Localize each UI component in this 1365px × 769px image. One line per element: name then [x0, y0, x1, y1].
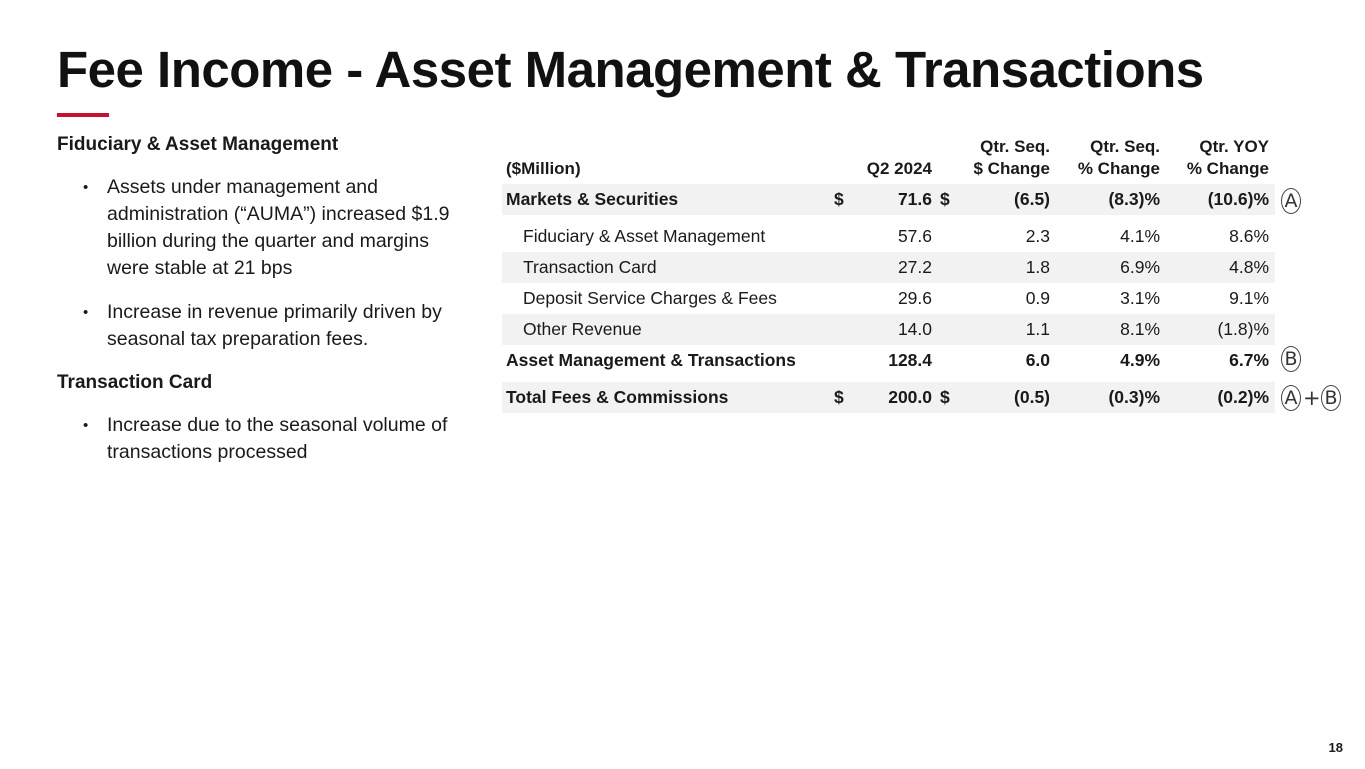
currency-symbol: [832, 221, 854, 252]
column-header-q2: Q2 2024: [866, 159, 933, 178]
cell-q2: 27.2: [854, 252, 938, 283]
commentary-column: [57, 132, 467, 483]
cell-seq-pct: 4.9%: [1120, 350, 1161, 370]
row-label: Markets & Securities: [502, 184, 832, 215]
bullet-text: Increase due to the seasonal volume of transactions processed: [107, 414, 448, 463]
bullet-icon: •: [83, 417, 89, 434]
cell-seq-change: 1.8: [960, 252, 1056, 283]
cell-seq-pct: 8.1%: [1056, 314, 1166, 345]
header-line: Qtr. Seq.: [980, 137, 1051, 156]
table-row: [502, 252, 1275, 283]
cell-seq-pct: (0.3)%: [1056, 382, 1166, 413]
row-label: Deposit Service Charges & Fees: [523, 288, 777, 308]
currency-symbol: [938, 283, 960, 314]
currency-symbol: [938, 314, 960, 345]
table-row: [502, 314, 1275, 345]
currency-symbol: [832, 252, 854, 283]
fiduciary-bullet-list: [57, 174, 467, 353]
cell-seq-change: 1.1: [960, 314, 1056, 345]
currency-symbol: [832, 345, 854, 376]
cell-q2: 57.6: [897, 226, 933, 246]
header-line: % Change: [1077, 159, 1161, 178]
marker-b-circle: B: [1321, 385, 1341, 411]
column-header-label: ($Million): [506, 159, 581, 178]
table-row: [502, 283, 1275, 314]
cell-q2: 14.0: [854, 314, 938, 345]
column-header-seq-dollar: [938, 136, 1056, 184]
cell-seq-change: (0.5): [960, 382, 1056, 413]
currency-symbol: [832, 314, 854, 345]
table-row: [502, 382, 1275, 413]
title-accent-bar: [57, 113, 109, 117]
bullet-text: Assets under management and administration (“AUMA”) increased $1.9 billion during the quarter and margins were stable at 21 bps: [107, 176, 450, 279]
cell-q2: 71.6: [854, 184, 938, 215]
fee-income-table-container: [502, 136, 1275, 413]
row-label: Total Fees & Commissions: [502, 382, 832, 413]
cell-seq-pct: (8.3)%: [1056, 184, 1166, 215]
cell-yoy-pct: (10.6)%: [1166, 184, 1275, 215]
table-header-row: [502, 136, 1275, 184]
currency-symbol: [938, 252, 960, 283]
currency-symbol: [938, 345, 960, 376]
cell-yoy-pct: 9.1%: [1229, 288, 1270, 308]
list-item: [57, 174, 467, 282]
header-line: $ Change: [973, 159, 1051, 178]
page-title: Fee Income - Asset Management & Transactions: [57, 41, 1204, 98]
cell-q2: 128.4: [888, 350, 933, 370]
column-header-yoy: [1166, 136, 1275, 184]
table-row: [502, 221, 1275, 252]
row-label: Asset Management & Transactions: [506, 350, 796, 370]
cell-seq-change: 0.9: [1025, 288, 1051, 308]
cell-q2: 200.0: [854, 382, 938, 413]
marker-a-circle: A: [1281, 188, 1301, 214]
cell-seq-pct: 4.1%: [1120, 226, 1161, 246]
marker-b-circle: B: [1281, 346, 1301, 372]
currency-symbol: [832, 283, 854, 314]
cell-yoy-pct: 8.6%: [1229, 226, 1270, 246]
header-line: Qtr. YOY: [1199, 137, 1270, 156]
cell-seq-change: 6.0: [1025, 350, 1051, 370]
currency-symbol: $: [832, 184, 854, 215]
currency-symbol: [938, 221, 960, 252]
cell-seq-pct: 6.9%: [1056, 252, 1166, 283]
cell-q2: 29.6: [897, 288, 933, 308]
header-line: Qtr. Seq.: [1090, 137, 1161, 156]
table-row: [502, 184, 1275, 215]
page-number: 18: [1328, 740, 1343, 755]
row-label: Fiduciary & Asset Management: [523, 226, 766, 246]
row-label: Transaction Card: [502, 252, 832, 283]
list-item: [57, 412, 467, 466]
fee-income-table: [502, 136, 1275, 413]
header-line: % Change: [1186, 159, 1270, 178]
cell-seq-change: 2.3: [1025, 226, 1051, 246]
cell-seq-pct: 3.1%: [1120, 288, 1161, 308]
bullet-text: Increase in revenue primarily driven by seasonal tax preparation fees.: [107, 301, 442, 350]
section-heading-transaction-card: Transaction Card: [57, 372, 213, 393]
cell-seq-change: (6.5): [960, 184, 1056, 215]
currency-symbol: $: [832, 382, 854, 413]
currency-symbol: $: [938, 184, 960, 215]
list-item: [57, 299, 467, 353]
table-row: [502, 345, 1275, 376]
section-heading-fiduciary: Fiduciary & Asset Management: [57, 134, 339, 155]
cell-yoy-pct: (0.2)%: [1166, 382, 1275, 413]
column-header-seq-pct: [1056, 136, 1166, 184]
plus-sign: +: [1303, 386, 1321, 410]
currency-symbol: $: [938, 382, 960, 413]
marker-a-circle: A: [1281, 385, 1301, 411]
bullet-icon: •: [83, 304, 89, 321]
transaction-card-bullet-list: [57, 412, 467, 466]
cell-yoy-pct: 6.7%: [1229, 350, 1270, 370]
cell-yoy-pct: (1.8)%: [1166, 314, 1275, 345]
row-label: Other Revenue: [502, 314, 832, 345]
cell-yoy-pct: 4.8%: [1166, 252, 1275, 283]
bullet-icon: •: [83, 179, 89, 196]
